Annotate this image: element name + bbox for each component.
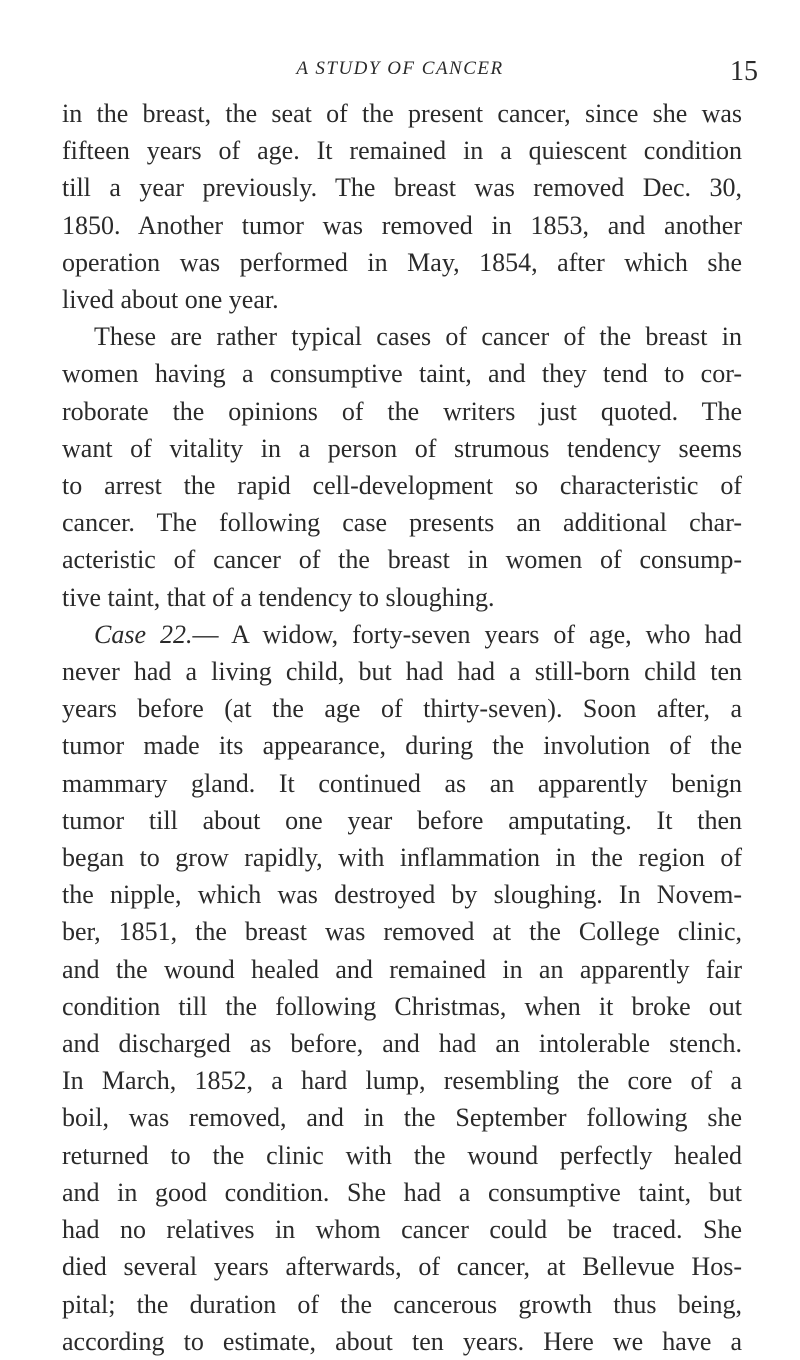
text-line: to arrest the rapid cell-development so characteristic of — [62, 471, 742, 501]
text-line: roborate the opinions of the writers just quoted. The — [62, 396, 742, 426]
text-line: want of vitality in a person of strumous tendency seems — [62, 433, 742, 463]
case-heading-line — [62, 616, 742, 653]
text-line: tive taint, that of a tendency to sloughing. — [62, 582, 495, 612]
text-line: tumor made its appearance, during the involution of the — [62, 731, 742, 761]
text-line: till a year previously. The breast was removed Dec. 30, — [62, 173, 742, 203]
text-line: began to grow rapidly, with inflammation in the region of — [62, 843, 742, 873]
text-line: had no relatives in whom cancer could be traced. She — [62, 1215, 742, 1245]
text-line: 1850. Another tumor was removed in 1853, and another — [62, 210, 742, 240]
text-line: mammary gland. It continued as an apparently benign — [62, 768, 742, 798]
text-line: condition till the following Christmas, when it broke out — [62, 991, 742, 1021]
text-line: the nipple, which was destroyed by sloughing. In Novem- — [62, 880, 742, 910]
text-line: in the breast, the seat of the present cancer, since she was — [62, 99, 742, 128]
text-line: and the wound healed and remained in an apparently fair — [62, 954, 742, 984]
text-line: returned to the clinic with the wound perfectly healed — [62, 1140, 742, 1170]
text-line: pital; the duration of the cancerous growth thus being, — [62, 1289, 742, 1319]
text-line: fifteen years of age. It remained in a quiescent condition — [62, 136, 742, 166]
text-line: and discharged as before, and had an intolerable stench. — [62, 1029, 742, 1059]
text-line: acteristic of cancer of the breast in women of consump- — [62, 545, 742, 575]
text-line: women having a consumptive taint, and they tend to cor- — [62, 359, 742, 389]
text-line: operation was performed in May, 1854, after which she — [62, 247, 742, 277]
page-number: 15 — [730, 56, 758, 87]
text-line: according to estimate, about ten years. Here we have a — [62, 1326, 742, 1356]
case-label: Case 22. — [94, 619, 193, 649]
text-line: years before (at the age of thirty-seven). Soon after, a — [62, 694, 742, 724]
text-line: and in good condition. She had a consumptive taint, but — [62, 1177, 742, 1207]
text-line: boil, was removed, and in the September following she — [62, 1103, 742, 1133]
text-line: ber, 1851, the breast was removed at the College clinic, — [62, 917, 742, 947]
text-line: lived about one year. — [62, 285, 279, 315]
body-text — [62, 95, 742, 1360]
case-line-text: — A widow, forty-seven years of age, who had — [192, 619, 743, 649]
text-line: tumor till about one year before amputating. It then — [62, 805, 742, 835]
running-head: A STUDY OF CANCER — [296, 58, 504, 79]
text-line: These are rather typical cases of cancer of the breast in — [94, 322, 742, 352]
text-line: cancer. The following case presents an additional char- — [62, 508, 742, 538]
text-line: In March, 1852, a hard lump, resembling the core of a — [62, 1066, 742, 1096]
text-line: never had a living child, but had had a still-born child ten — [62, 657, 742, 687]
text-line: died several years afterwards, of cancer, at Bellevue Hos- — [62, 1252, 742, 1282]
